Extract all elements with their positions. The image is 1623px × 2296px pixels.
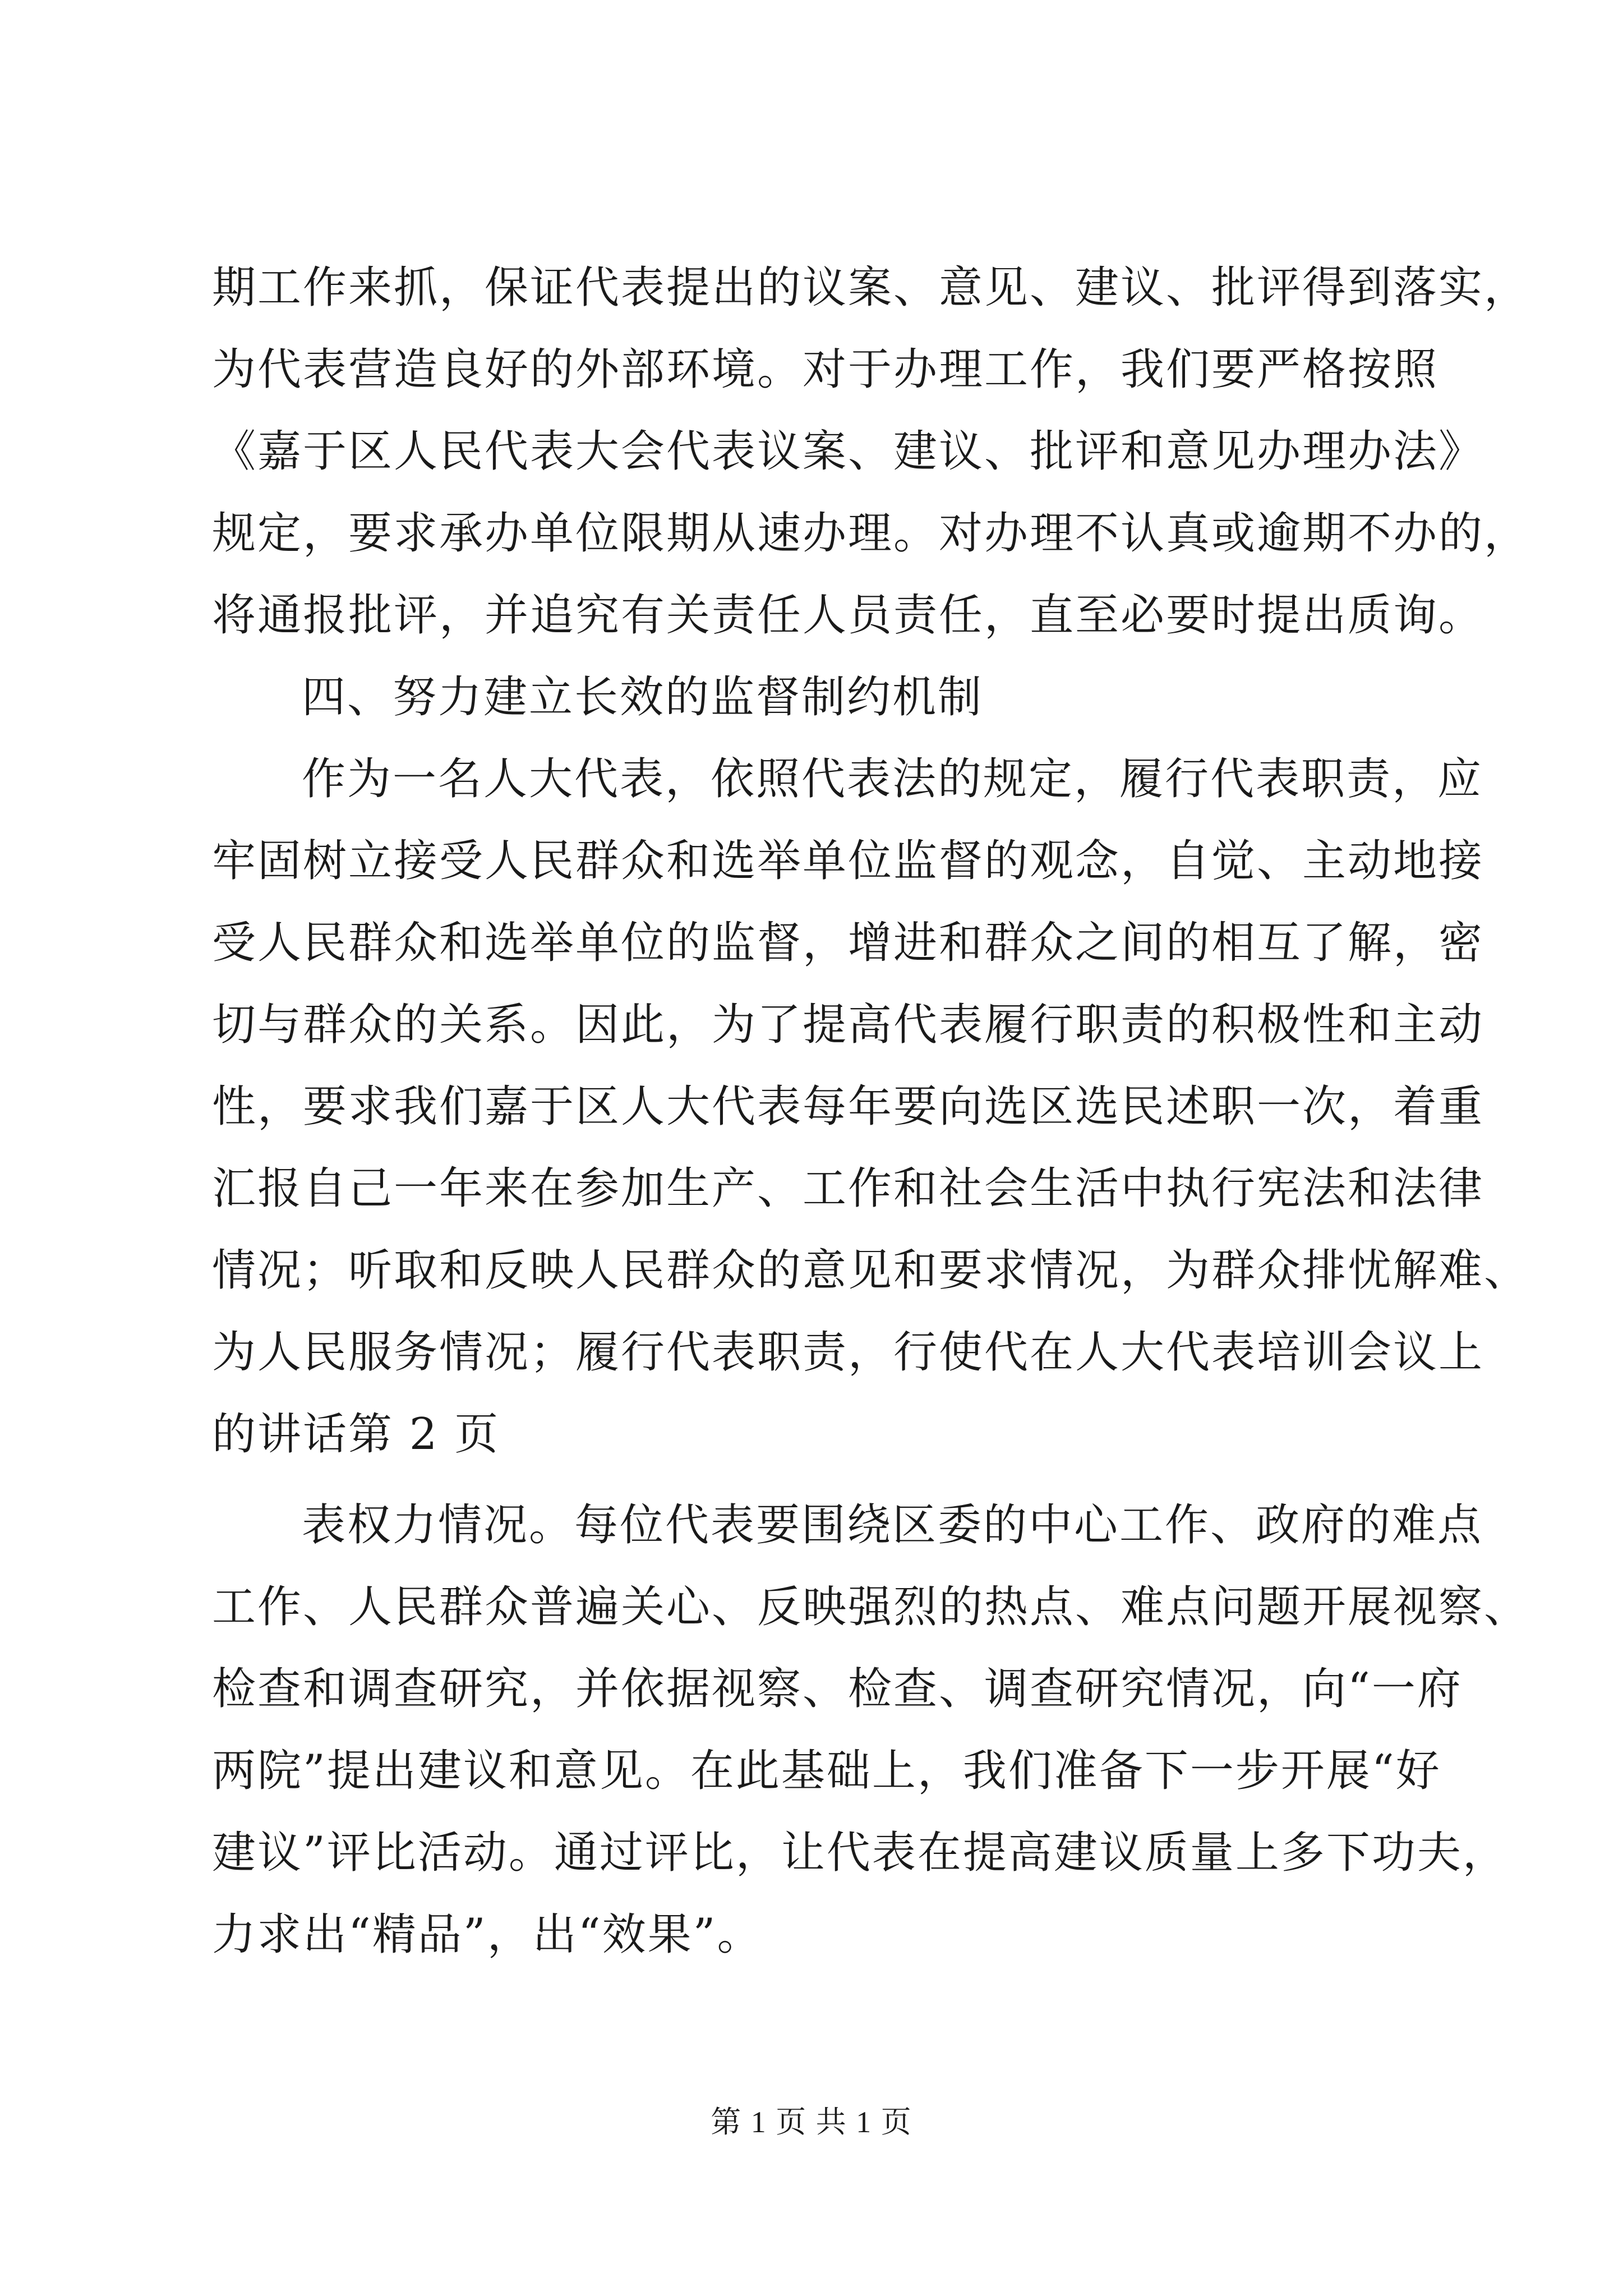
text-line: 的讲话第 2 页 — [212, 1409, 500, 1460]
text-line: 工作、人民群众普遍关心、反映强烈的热点、难点问题开展视察、 — [212, 1582, 1530, 1632]
page-footer: 第 1 页 共 1 页 — [711, 2105, 912, 2139]
text-line: 性，要求我们嘉于区人大代表每年要向选区选民述职一次，着重 — [212, 1082, 1484, 1132]
text-line: 为代表营造良好的外部环境。对于办理工作，我们要严格按照 — [212, 344, 1439, 395]
text-line: 汇报自己一年来在参加生产、工作和社会生活中执行宪法和法律 — [212, 1163, 1484, 1214]
text-line: 将通报批评，并追究有关责任人员责任，直至必要时提出质询。 — [212, 590, 1484, 641]
text-line: 建议”评比活动。通过评比，让代表在提高建议质量上多下功夫， — [212, 1828, 1508, 1878]
text-line: 切与群众的关系。因此，为了提高代表履行职责的积极性和主动 — [212, 1000, 1484, 1050]
paragraph-gap — [212, 1475, 1412, 1484]
text-line: 牢固树立接受人民群众和选举单位监督的观念，自觉、主动地接 — [212, 836, 1484, 886]
paragraph-first-line: 表权力情况。每位代表要围绕区委的中心工作、政府的难点 — [302, 1500, 1483, 1550]
text-line: 受人民群众和选举单位的监督，增进和群众之间的相互了解，密 — [212, 918, 1484, 968]
paragraph-first-line: 作为一名人大代表，依照代表法的规定，履行代表职责，应 — [302, 754, 1483, 804]
text-line: 规定，要求承办单位限期从速办理。对办理不认真或逾期不办的， — [212, 508, 1530, 559]
text-line: 两院”提出建议和意见。在此基础上，我们准备下一步开展“好 — [212, 1746, 1441, 1796]
text-line: 力求出“精品”，出“效果”。 — [212, 1910, 763, 1960]
document-body — [212, 247, 1530, 1976]
text-line: 《嘉于区人民代表大会代表议案、建议、批评和意见办理办法》 — [212, 426, 1484, 477]
text-line: 期工作来抓，保证代表提出的议案、意见、建议、批评得到落实， — [212, 263, 1530, 313]
text-line: 为人民服务情况；履行代表职责，行使代在人大代表培训会议上 — [212, 1327, 1484, 1378]
text-line: 检查和调查研究，并依据视察、检查、调查研究情况，向“一府 — [212, 1664, 1463, 1714]
text-line: 情况；听取和反映人民群众的意见和要求情况，为群众排忧解难、 — [212, 1245, 1530, 1296]
section-heading: 四、努力建立长效的监督制约机制 — [302, 672, 984, 723]
